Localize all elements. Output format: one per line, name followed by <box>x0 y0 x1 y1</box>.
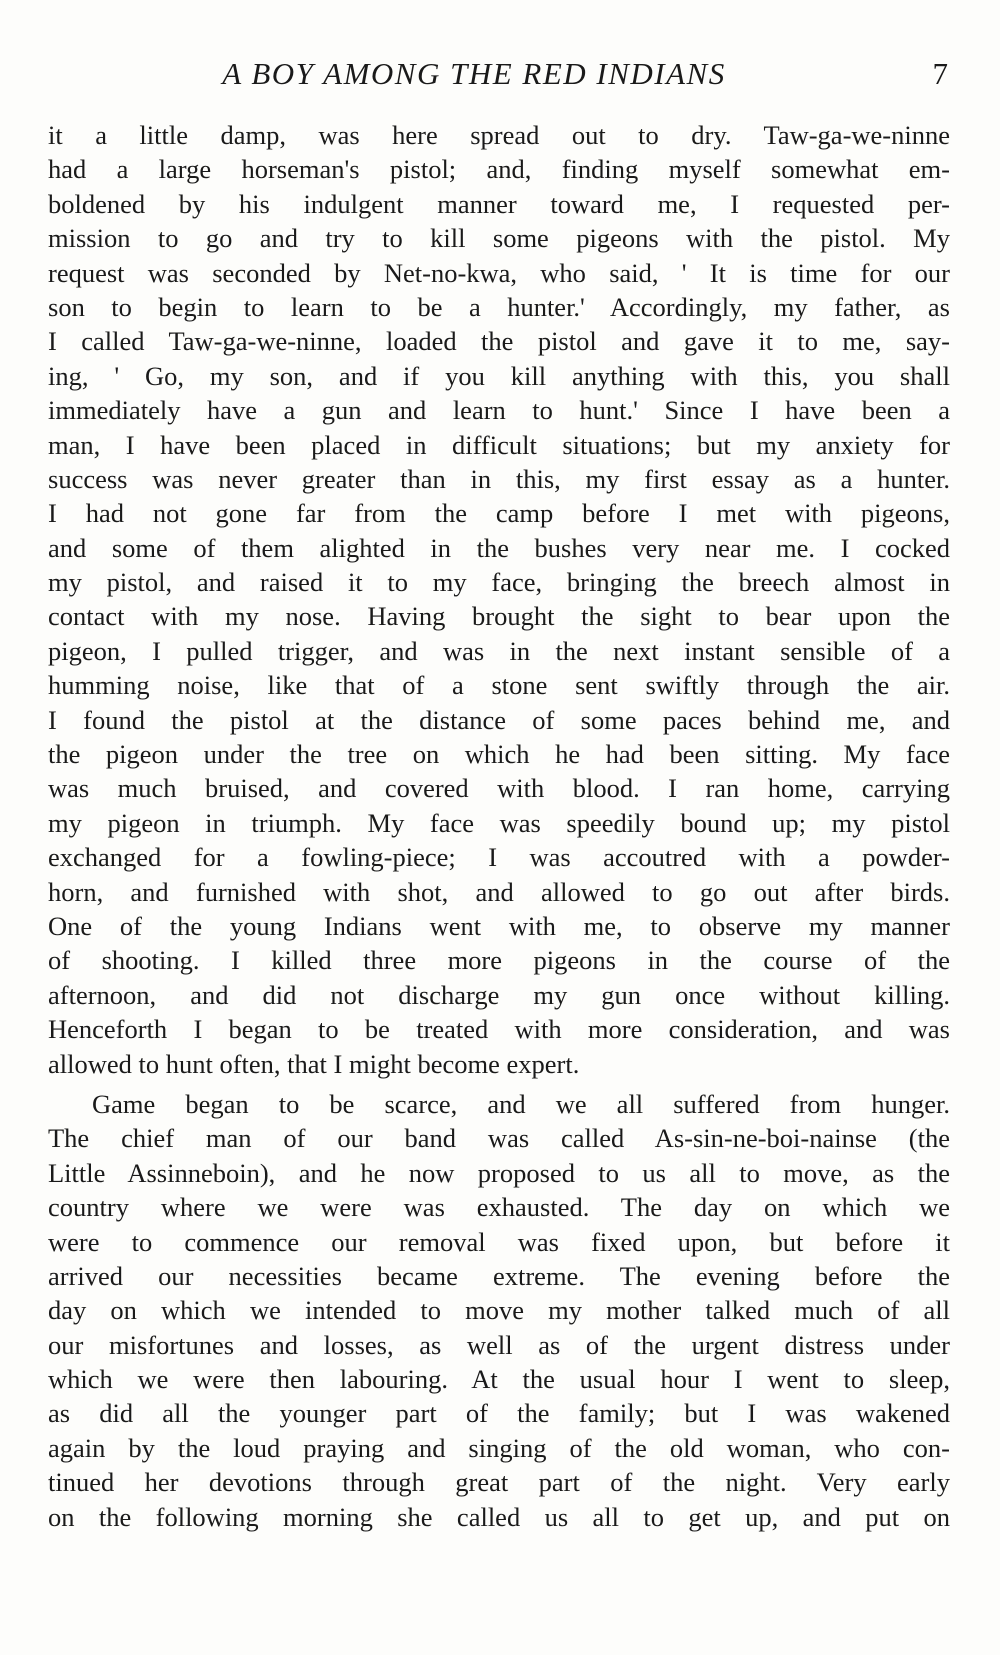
page-number: 7 <box>932 56 948 91</box>
text-line: was much bruised, and covered with blood. I ran home, carrying <box>48 773 950 804</box>
text-line: I had not gone far from the camp before I met with pigeons, <box>48 498 950 529</box>
running-title: A BOY AMONG THE RED INDIANS <box>222 56 726 91</box>
text-line: it a little damp, was here spread out to dry. Taw-ga-we-ninne <box>48 120 950 150</box>
text-line: pigeon, I pulled trigger, and was in the next instant sensible of a <box>48 635 950 666</box>
body-text <box>48 118 950 1534</box>
text-line: The chief man of our band was called As-sin-ne-boi-nainse (the <box>48 1123 950 1154</box>
text-line: allowed to hunt often, that I might become expert. <box>48 1048 580 1079</box>
text-line: Game began to be scarce, and we all suffered from hunger. <box>92 1088 950 1119</box>
text-line: son to begin to learn to be a hunter.' Accordingly, my father, as <box>48 291 950 322</box>
text-line: the pigeon under the tree on which he had been sitting. My face <box>48 739 950 770</box>
text-line: of shooting. I killed three more pigeons in the course of the <box>48 945 950 976</box>
text-line: ing, ' Go, my son, and if you kill anything with this, you shall <box>48 360 950 391</box>
text-line: request was seconded by Net-no-kwa, who said, ' It is time for our <box>48 257 950 288</box>
text-line: country where we were was exhausted. The day on which we <box>48 1192 950 1223</box>
text-line: man, I have been placed in difficult situations; but my anxiety for <box>48 429 950 460</box>
text-line: again by the loud praying and singing of the old woman, who con- <box>48 1432 950 1463</box>
paragraph-2 <box>48 1087 950 1534</box>
text-line: and some of them alighted in the bushes very near me. I cocked <box>48 532 950 563</box>
text-line: my pistol, and raised it to my face, bringing the breech almost in <box>48 567 950 598</box>
text-line: tinued her devotions through great part of the night. Very early <box>48 1467 950 1498</box>
text-line: Little Assinneboin), and he now proposed to us all to move, as the <box>48 1157 950 1188</box>
text-line: I called Taw-ga-we-ninne, loaded the pistol and gave it to me, say- <box>48 326 950 357</box>
text-line: as did all the younger part of the family; but I was wakened <box>48 1398 950 1429</box>
text-line: Henceforth I began to be treated with more consideration, and was <box>48 1014 950 1045</box>
text-line: success was never greater than in this, my first essay as a hunter. <box>48 463 950 494</box>
text-line: One of the young Indians went with me, to observe my manner <box>48 910 950 941</box>
text-line: on the following morning she called us all to get up, and put on <box>48 1501 950 1532</box>
text-line: boldened by his indulgent manner toward me, I requested per- <box>48 188 950 219</box>
text-line: horn, and furnished with shot, and allowed to go out after birds. <box>48 876 950 907</box>
text-line: day on which we intended to move my mother talked much of all <box>48 1295 950 1326</box>
text-line: arrived our necessities became extreme. The evening before the <box>48 1260 950 1291</box>
text-line: my pigeon in triumph. My face was speedily bound up; my pistol <box>48 807 950 838</box>
text-line: contact with my nose. Having brought the sight to bear upon the <box>48 601 950 632</box>
text-line: mission to go and try to kill some pigeons with the pistol. My <box>48 223 950 254</box>
paragraph-1 <box>48 118 950 1081</box>
text-line: had a large horseman's pistol; and, finding myself somewhat em- <box>48 154 950 185</box>
running-head <box>48 52 948 96</box>
text-line: afternoon, and did not discharge my gun once without killing. <box>48 979 950 1010</box>
text-line: our misfortunes and losses, as well as of the urgent distress under <box>48 1329 950 1360</box>
text-line: immediately have a gun and learn to hunt.' Since I have been a <box>48 395 950 426</box>
text-line: I found the pistol at the distance of some paces behind me, and <box>48 704 950 735</box>
text-line: humming noise, like that of a stone sent swiftly through the air. <box>48 670 950 701</box>
text-line: were to commence our removal was fixed upon, but before it <box>48 1226 950 1257</box>
text-line: exchanged for a fowling-piece; I was accoutred with a powder- <box>48 842 950 873</box>
text-line: which we were then labouring. At the usual hour I went to sleep, <box>48 1364 950 1395</box>
